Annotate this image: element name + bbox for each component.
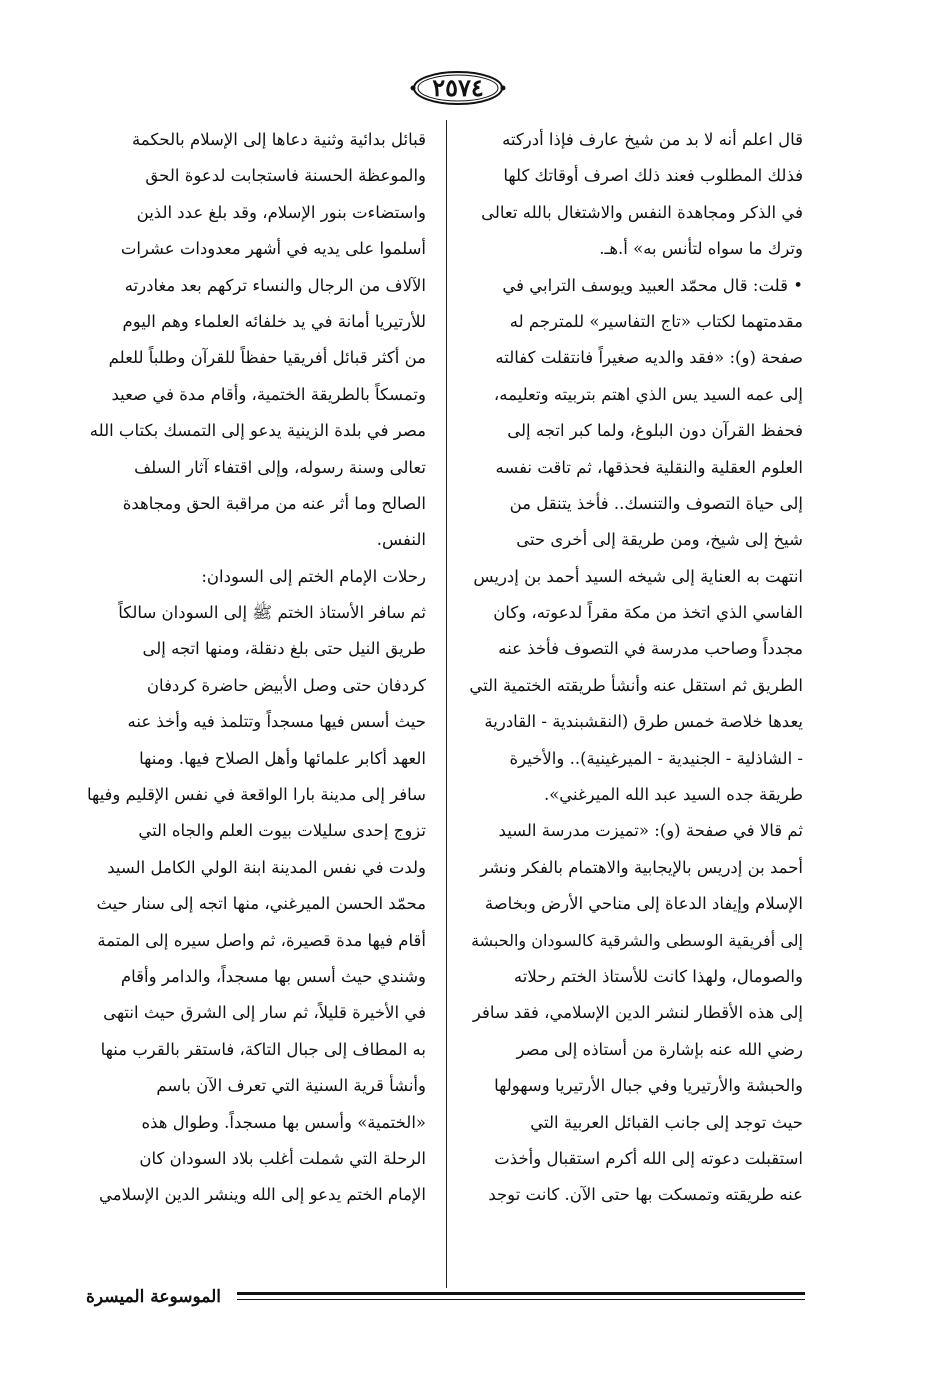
right-column-line: والحبشة والأرتيريا وفي جبال الأرتيريا وسهولها <box>494 1076 803 1096</box>
right-column-line: وترك ما سواه لتأنس به» أ.هـ. <box>599 239 803 259</box>
right-column-line: الفاسي الذي اتخذ من مكة مقراً لدعوته، وكان <box>493 603 803 623</box>
left-column-line: الإمام الختم يدعو إلى الله وينشر الدين الإسلامي <box>99 1185 426 1205</box>
left-column-line: رحلات الإمام الختم إلى السودان: <box>201 566 426 586</box>
right-column-line: قال اعلم أنه لا بد من شيخ عارف فإذا أدركته <box>502 130 803 149</box>
left-column-line: واستضاءت بنور الإسلام، وقد بلغ عدد الذين <box>136 202 426 222</box>
left-column-line: في الأخيرة قليلاً، ثم سار إلى الشرق حيث انتهى <box>103 1003 426 1023</box>
left-column-line: وأنشأ قرية السنية التي تعرف الآن باسم <box>156 1076 426 1096</box>
left-column-line: أقام فيها مدة قصيرة، ثم واصل سيره إلى المتمة <box>97 930 426 950</box>
right-column-line: عنه طريقته وتمسكت بها حتى الآن. كانت توجد <box>488 1185 803 1205</box>
page-number: ٢٥٧٤ <box>432 73 484 102</box>
left-column-line: «الختمية» وأسس بها مسجداً. وطوال هذه <box>141 1112 426 1132</box>
right-column-line: يعدها خلاصة خمس طرق (النقشبندية - القادرية <box>484 712 803 732</box>
left-column-line: به المطاف إلى جبال التاكة، فاستقر بالقرب منها <box>100 1039 426 1059</box>
left-column-line: النفس. <box>376 530 426 550</box>
right-column-line: مقدمتهما لكتاب «تاج التفاسير» للمترجم له <box>509 311 803 331</box>
right-column-line: صفحة (و): «فقد والديه صغيراً فانتقلت كفالته <box>495 348 803 368</box>
left-column-line: وشندي حيث أسس بها مسجداً، والدامر وأقام <box>120 966 426 986</box>
right-column-line: مجدداً وصاحب مدرسة في التصوف فأخذ عنه <box>498 639 803 659</box>
left-column-line: الرحلة التي شملت أغلب بلاد السودان كان <box>139 1148 426 1168</box>
footer-rule <box>237 1292 805 1295</box>
right-column-line: حيث توجد إلى جانب القبائل العربية التي <box>530 1112 803 1132</box>
left-column-line: محمّد الحسن الميرغني، منها اتجه إلى سنار حيث <box>96 894 426 914</box>
left-column-line: ولدت في نفس المدينة ابنة الولي الكامل السيد <box>107 857 426 877</box>
footer-title: الموسوعة الميسرة <box>86 1287 222 1307</box>
right-column-line: في الذكر ومجاهدة النفس والاشتغال بالله تعالى <box>481 202 803 222</box>
left-column-line: وتمسكاً بالطريقة الختمية، وأقام مدة في صعيد <box>111 384 426 404</box>
left-column-line: مصر في بلدة الزينية يدعو إلى التمسك بكتاب الله <box>89 421 426 441</box>
left-column-line: قبائل بدائية وثنية دعاها إلى الإسلام بالحكمة <box>131 130 426 149</box>
left-column-line: الآلاف من الرجال والنساء تركهم بعد مغادرته <box>124 275 426 295</box>
right-column-line: إلى عمه السيد يس الذي اهتم بتربيته وتعليمه، <box>493 384 803 404</box>
left-column-line: ثم سافر الأستاذ الختم ﷺ إلى السودان سالكاً <box>118 603 426 623</box>
right-column-line: فحفظ القرآن دون البلوغ، ولما كبر اتجه إلى <box>507 421 803 441</box>
page-number-ornament <box>0 68 935 108</box>
left-column-line: أسلموا على يديه في أشهر معدودات عشرات <box>120 239 426 259</box>
left-column-line: من أكثر قبائل أفريقيا حفظاً للقرآن وطلباً للعلم <box>108 348 426 368</box>
left-column-line: تعالى وسنة رسوله، وإلى اقتفاء آثار السلف <box>134 457 426 477</box>
right-column-line: طريقة جده السيد عبد الله الميرغني». <box>543 785 803 805</box>
right-column-line: العلوم العقلية والنقلية فحذقها، ثم تاقت نفسه <box>495 457 803 477</box>
right-column-line: ثم قالا في صفحة (و): «تميزت مدرسة السيد <box>498 821 803 841</box>
left-column-line: تزوج إحدى سليلات بيوت العلم والجاه التي <box>138 821 426 841</box>
right-column-line: الطريق ثم استقل عنه وأنشأ طريقته الختمية التي <box>469 675 803 695</box>
left-column-line: طريق النيل حتى بلغ دنقلة، ومنها اتجه إلى <box>142 639 426 659</box>
right-column-line: شيخ إلى شيخ، ومن طريقة إلى أخرى حتى <box>516 530 803 550</box>
footer-rule-thin <box>237 1299 805 1300</box>
left-column-line: للأرتيريا أمانة في يد خلفائه العلماء وهم اليوم <box>122 311 426 331</box>
left-column <box>86 122 426 1214</box>
column-divider <box>446 120 447 1288</box>
right-column-line: استقبلت دعوته إلى الله أكرم استقبال وأخذت <box>494 1148 803 1168</box>
right-column-line: إلى هذه الأقطار لنشر الدين الإسلامي، فقد سافر <box>472 1003 803 1023</box>
right-column-line: انتهت به العناية إلى شيخه السيد أحمد بن إدريس <box>473 566 803 586</box>
left-column-line: حيث أسس فيها مسجداً وتتلمذ فيه وأخذ عنه <box>127 712 426 732</box>
right-column-line: أحمد بن إدريس بالإيجابية والاهتمام بالفكر ونشر <box>480 857 803 877</box>
right-column-line: - الشاذلية - الجنيدية - الميرغينية).. والأخيرة <box>509 748 803 768</box>
right-column <box>463 122 803 1214</box>
left-column-line: كردفان حتى وصل الأبيض حاضرة كردفان <box>146 675 426 695</box>
right-column-line: رضي الله عنه بإشارة من أستاذه إلى مصر <box>516 1039 803 1059</box>
right-column-line: فذلك المطلوب فعند ذلك اصرف أوقاتك كلها <box>503 166 803 186</box>
left-column-line: الصالح وما أثر عنه من مراقبة الحق ومجاهدة <box>122 493 426 513</box>
right-column-line: إلى حياة التصوف والتنسك.. فأخذ يتنقل من <box>509 493 803 513</box>
right-column-line: والصومال، ولهذا كانت للأستاذ الختم رحلاته <box>513 966 803 986</box>
right-column-line: الإسلام وإيفاد الدعاة إلى مناحي الأرض وبخاصة <box>484 894 803 914</box>
left-column-line: العهد أكابر علمائها وأهل الصلاح فيها. ومنها <box>139 748 426 768</box>
left-column-line: والموعظة الحسنة فاستجابت لدعوة الحق <box>145 166 426 186</box>
right-column-line: • قلت: قال محمّد العبيد ويوسف الترابي في <box>502 275 803 295</box>
right-column-line: إلى أفريقية الوسطى والشرقية كالسودان والحبشة <box>471 930 803 950</box>
left-column-line: سافر إلى مدينة بارا الواقعة في نفس الإقليم وفيها <box>86 785 426 805</box>
